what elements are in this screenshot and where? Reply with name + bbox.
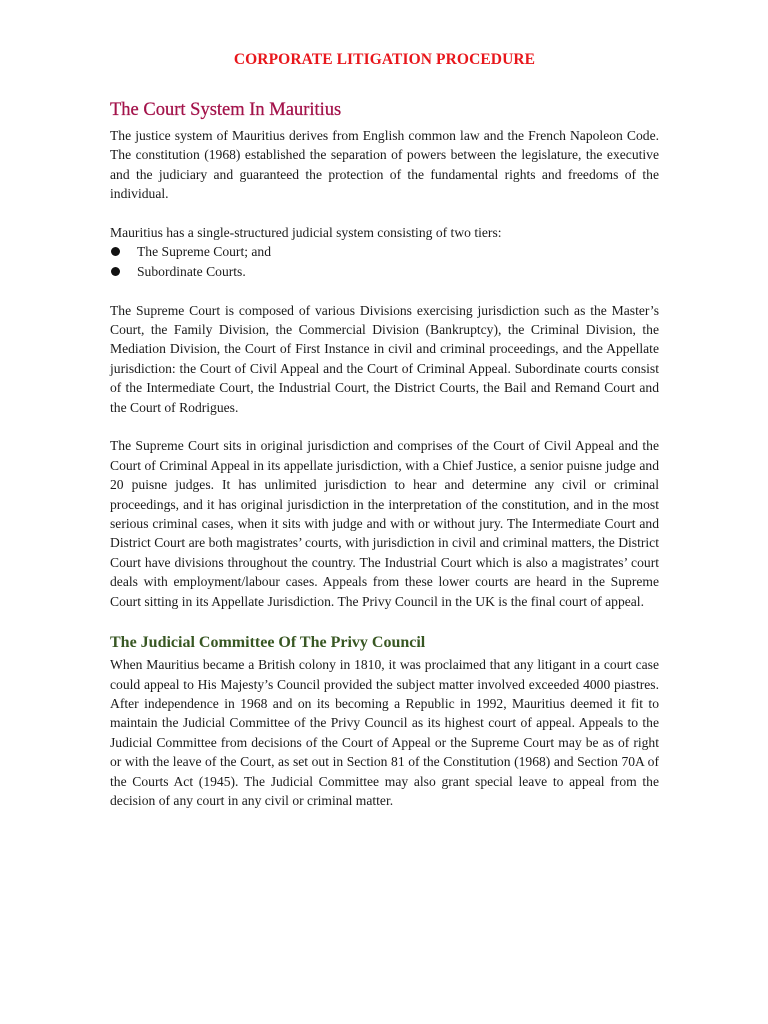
bullet-icon (111, 267, 120, 276)
list-item-text: Subordinate Courts. (137, 263, 246, 279)
bullet-icon (111, 247, 120, 256)
paragraph-supreme-court-divisions: The Supreme Court is composed of various Divisions exercising jurisdiction such as the Master’s Court, the Family Division, the Commercial Division (Bankruptcy), the Criminal Division, the Mediation Division, the Court of First Instance in civil and criminal proceedings, and the Appellate jurisdiction: the Court of Civil Appeal and the Court of Criminal Appeal. Subordinate courts consist of the Intermediate Court, the Industrial Court, the District Courts, the Bail and Remand Court and the Court of Rodrigues. (110, 302, 659, 415)
paragraph-supreme-court-jurisdiction: The Supreme Court sits in original jurisdiction and comprises of the Court of Civil Appeal and the Court of Criminal Appeal in its appellate jurisdiction, with a Chief Justice, a senior puisne judge and 20 puisne judges. It has unlimited jurisdiction to hear and determine any civil or criminal proceedings, and it has original jurisdiction in the interpretation of the constitution, and in the most serious criminal cases, when it sits with judge and with or without jury. The Intermediate Court and District Court are both magistrates’ courts, with jurisdiction in civil and criminal matters, the District Court have divisions throughout the country. The Industrial Court which is also a magistrates’ court deals with employment/labour cases. Appeals from these lower courts are heard in the Supreme Court sitting in its Appellate Jurisdiction. The Privy Council in the UK is the final court of appeal. (110, 438, 659, 609)
section-privy-council (110, 633, 659, 810)
section-heading-court-system: The Court System In Mauritius (110, 100, 342, 120)
paragraph-spacer (110, 417, 659, 436)
list-item-text: The Supreme Court; and (137, 244, 272, 260)
paragraph-justice-system: The justice system of Mauritius derives from English common law and the French Napoleon Code. The constitution (1968) established the separation of powers between the legislature, the executive and the judiciary and guaranteed the protection of the fundamental rights and freedoms of the individual. (110, 128, 659, 202)
tier-list (110, 242, 659, 281)
section-court-system (110, 99, 659, 611)
paragraph-spacer (110, 281, 659, 300)
paragraph-two-tiers: Mauritius has a single-structured judicial system consisting of two tiers: (110, 225, 502, 241)
list-item (110, 242, 659, 261)
section-heading-privy-council: The Judicial Committee Of The Privy Council (110, 634, 426, 652)
paragraph-privy-council: When Mauritius became a British colony in 1810, it was proclaimed that any litigant in a court case could appeal to His Majesty’s Council provided the subject matter involved exceeded 4000 piastres. After independence in 1968 and on its becoming a Republic in 1992, Mauritius deemed it fit to maintain the Judicial Committee of the Privy Council as its highest court of appeal. Appeals to the Judicial Committee from decisions of the Court of Appeal or the Supreme Court may be as of right or with the leave of the Court, as set out in Section 81 of the Constitution (1968) and Section 70A of the Courts Act (1945). The Judicial Committee may also grant special leave to appeal from the decision of any court in any civil or criminal matter. (110, 657, 659, 808)
document-title: CORPORATE LITIGATION PROCEDURE (233, 51, 536, 68)
list-item (110, 262, 659, 281)
paragraph-spacer (110, 204, 659, 223)
document-page (110, 50, 659, 810)
